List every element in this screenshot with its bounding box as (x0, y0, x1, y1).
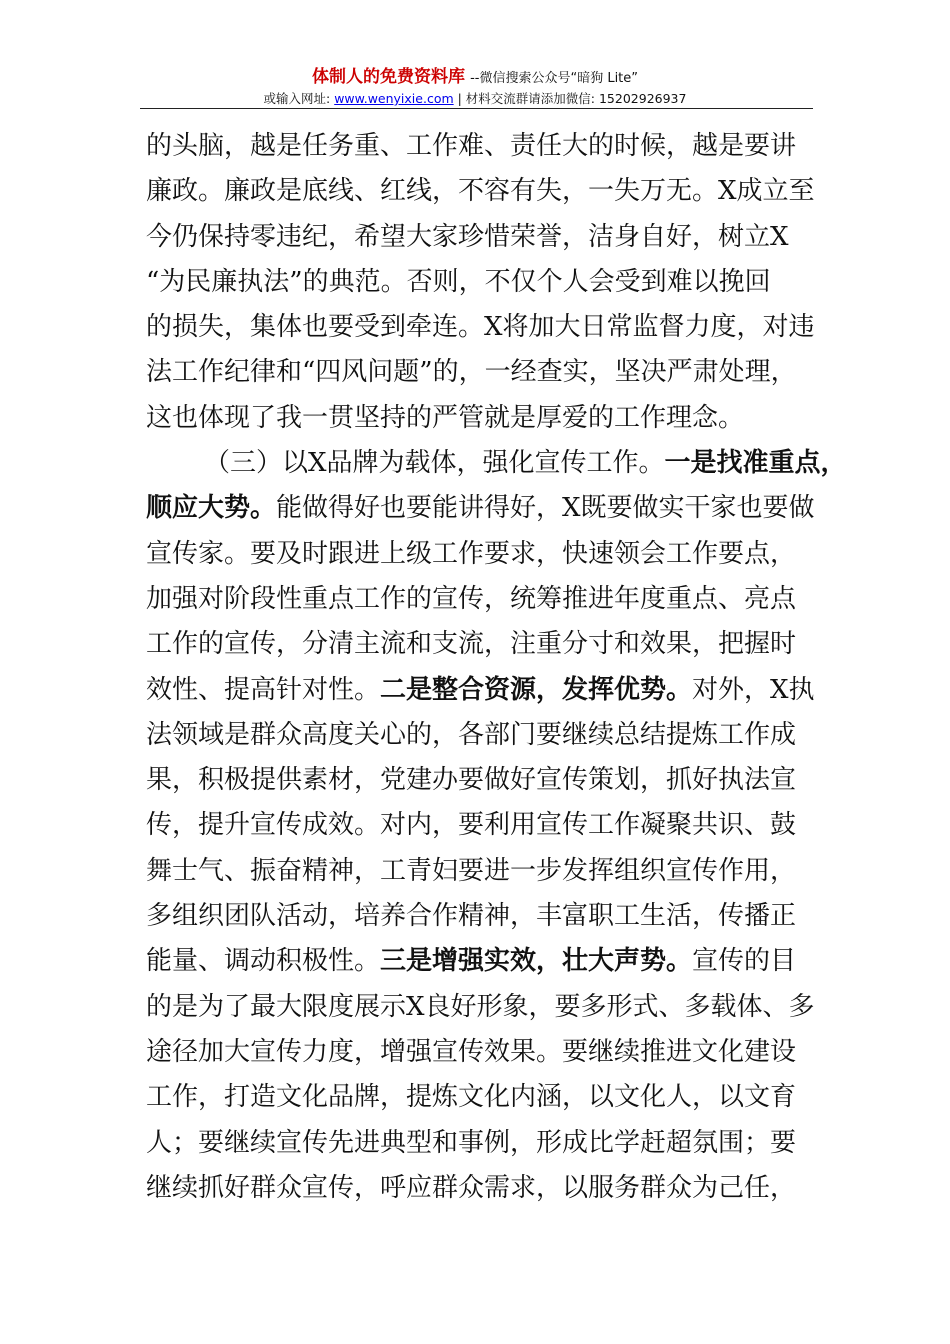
text-segment: 的损失，集体也要受到牵连。X将加大日常监督力度，对违 (146, 312, 815, 343)
text-segment: 宣传家。要及时跟进上级工作要求，快速领会工作要点， (146, 538, 797, 569)
text-line (146, 1030, 826, 1075)
text-segment: 能做得好也要能讲得好，X既要做实干家也要做 (276, 493, 815, 524)
text-segment: （三）以X品牌为载体，强化宣传工作。 (204, 448, 665, 479)
text-line (146, 486, 826, 531)
text-line (146, 260, 826, 305)
text-segment: 多组织团队活动，培养合作精神，丰富职工生活，传播正 (146, 901, 797, 932)
bold-heading-text: 二是整合资源，发挥优势。 (380, 674, 693, 705)
text-segment: 舞士气、振奋精神，工青妇要进一步发挥组织宣传作用， (146, 855, 797, 886)
text-line (146, 396, 826, 441)
text-segment: 的头脑，越是任务重、工作难、责任大的时候，越是要讲 (146, 131, 797, 161)
text-line (146, 1121, 826, 1166)
page-header (0, 66, 950, 108)
text-segment: 法领域是群众高度关心的，各部门要继续总结提炼工作成 (146, 719, 797, 750)
text-segment: 能量、调动积极性。 (146, 946, 381, 977)
text-line (146, 622, 826, 667)
text-segment: 人；要继续宣传先进典型和事例，形成比学赶超氛围；要 (146, 1127, 797, 1158)
text-line (146, 985, 826, 1030)
text-line (146, 1075, 826, 1120)
text-line (146, 124, 826, 169)
text-line (146, 758, 826, 803)
text-segment: 传，提升宣传成效。对内，要利用宣传工作凝聚共识、鼓 (146, 810, 797, 841)
text-segment: 加强对阶段性重点工作的宣传，统筹推进年度重点、亮点 (146, 583, 797, 614)
text-line (146, 441, 847, 486)
text-line (146, 713, 826, 758)
text-segment: 今仍保持零违纪，希望大家珍惜荣誉，洁身自好，树立X (146, 221, 789, 252)
header-divider (140, 108, 813, 109)
text-segment: 法工作纪律和“四风问题”的，一经查实，坚决严肃处理， (146, 357, 797, 388)
header-contact-line (0, 90, 950, 108)
text-segment: 途径加大宣传力度，增强宣传效果。要继续推进文化建设 (146, 1036, 797, 1067)
text-line (146, 350, 826, 395)
bold-heading-text: 顺应大势。 (146, 493, 277, 524)
text-line (146, 803, 826, 848)
bold-heading-text: 一是找准重点， (664, 448, 847, 479)
text-segment: 这也体现了我一贯坚持的严管就是厚爱的工作理念。 (146, 402, 745, 433)
bold-heading-text: 三是增强实效，壮大声势。 (380, 946, 693, 977)
text-line (146, 169, 826, 214)
text-segment: 宣传的目 (692, 946, 797, 977)
text-line (146, 1166, 826, 1211)
text-segment: 果，积极提供素材，党建办要做好宣传策划，抓好执法宣 (146, 765, 797, 796)
header-url-prefix: 或输入网址: (263, 91, 335, 106)
text-line (146, 849, 826, 894)
header-contact: | 材料交流群请添加微信: 15202926937 (453, 91, 687, 106)
text-line (146, 532, 826, 577)
document-body (146, 124, 847, 1211)
text-segment: 的是为了最大限度展示X良好形象，要多形式、多载体、多 (146, 991, 815, 1022)
header-brand: 体制人的免费资料库 (311, 67, 465, 87)
header-subtitle: --微信搜索公众号“暗狗 Lite” (470, 71, 639, 86)
text-line (146, 577, 826, 622)
text-segment: 工作的宣传，分清主流和支流，注重分寸和效果，把握时 (146, 629, 797, 660)
header-website-link[interactable]: www.wenyixie.com (334, 91, 454, 106)
text-segment: 工作，打造文化品牌，提炼文化内涵，以文化人，以文育 (146, 1082, 797, 1113)
text-line (146, 668, 826, 713)
text-line (146, 939, 826, 984)
text-line (146, 305, 826, 350)
text-segment: 对外，X执 (692, 674, 815, 705)
text-segment: 继续抓好群众宣传，呼应群众需求，以服务群众为己任， (146, 1172, 797, 1203)
text-segment: “为民廉执法”的典范。否则，不仅个人会受到难以挽回 (146, 266, 771, 297)
text-segment: 效性、提高针对性。 (146, 674, 381, 705)
text-segment: 廉政。廉政是底线、红线，不容有失，一失万无。X成立至 (146, 176, 815, 207)
header-title-line (0, 66, 950, 90)
text-line (146, 894, 826, 939)
text-line (146, 215, 826, 260)
